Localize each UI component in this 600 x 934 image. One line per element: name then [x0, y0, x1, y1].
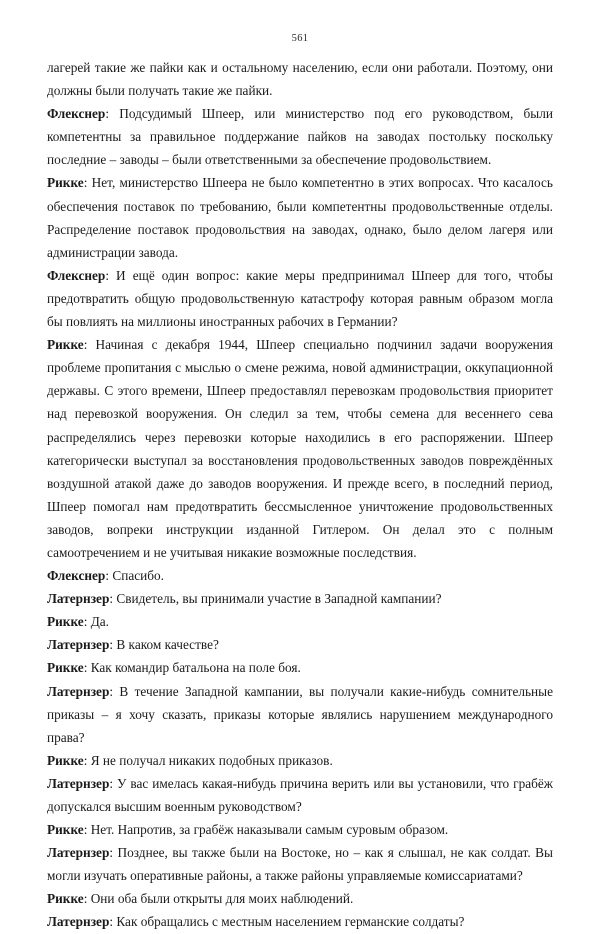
page-number: 561 [291, 33, 309, 44]
speech-text: : У вас имелась какая-нибудь причина верить или вы установили, что грабёж допускался высшим военным руководством? [47, 775, 553, 814]
speaker-name: Латернзер [47, 683, 110, 699]
transcript-paragraph-speech [47, 772, 553, 818]
speech-text: : Подсудимый Шпеер, или министерство под его руководством, были компетентны за правильное поддержание пайков на заводах постольку поскольку последние – заводы – были ответственными за обеспечение продовольствием. [47, 106, 553, 168]
speech-text: : Нет, министерство Шпеера не было компетентно в этих вопросах. Что касалось обеспечения поставок по требованию, были компетентны продовольственные отделы. Распределение поставок продовольствия на заводах, однако, было делом лагеря или администрации завода. [47, 175, 553, 260]
speaker-name: Флекснер [47, 106, 106, 122]
transcript-paragraph-speech [47, 633, 553, 656]
speech-text: : Спасибо. [105, 568, 164, 584]
speaker-name: Латернзер [47, 914, 110, 930]
transcript-paragraph-speech [47, 680, 553, 749]
speech-text: : Да. [83, 614, 110, 630]
speech-text: : В каком качестве? [109, 637, 219, 653]
transcript-paragraph-speech [47, 587, 553, 610]
speech-text: : Позднее, вы также были на Востоке, но – как я слышал, не как солдат. Вы могли изучать оперативные районы, а также районы управляемые комиссариатами? [47, 845, 553, 884]
transcript-paragraph-speech [47, 264, 553, 333]
speech-text: лагерей такие же пайки как и остальному населению, если они работали. Поэтому, они должны были получать такие же пайки. [47, 60, 553, 99]
speaker-name: Рикке [47, 175, 84, 191]
transcript-paragraph-continuation [47, 56, 553, 102]
transcript-paragraph-speech [47, 656, 553, 679]
speech-text: : Нет. Напротив, за грабёж наказывали самым суровым образом. [83, 822, 449, 838]
speaker-name: Флекснер [47, 267, 106, 283]
speech-text: : В течение Западной кампании, вы получали какие-нибудь сомнительные приказы – я хочу сказать, приказы которые являлись нарушением международного права? [47, 683, 553, 745]
transcript-paragraph-speech [47, 887, 553, 910]
speaker-name: Рикке [47, 891, 84, 907]
speaker-name: Рикке [47, 337, 84, 353]
speech-text: : Они оба были открыты для моих наблюдений. [83, 891, 354, 907]
speaker-name: Латернзер [47, 845, 110, 861]
transcript-paragraph-speech [47, 102, 553, 171]
speaker-name: Рикке [47, 660, 84, 676]
speaker-name: Рикке [47, 614, 84, 630]
transcript-paragraph-speech [47, 910, 553, 933]
speech-text: : Начиная с декабря 1944, Шпеер специально подчинил задачи вооружения проблеме пропитания с мыслью о смене режима, новой администрации, оккупационной державы. С этого времени, Шпеер предоставлял перевозкам продовольствия приоритет над перевозкой вооружения. Он следил за тем, чтобы семена для весеннего сева распределялись через перевозки которые находились в его распоряжении. Шпеер категорически выступал за восстановления продовольственных заводов повреждённых воздушной атакой даже до заводов вооружения. И прежде всего, в последний период, Шпеер помогал нам предотвратить бессмысленное уничтожение продовольственных заводов, вопреки инструкции изданной Гитлером. Он делал это с полным самоотречением и не учитывая никакие возможные последствия. [47, 337, 553, 560]
transcript-paragraph-speech [47, 333, 553, 564]
speaker-name: Латернзер [47, 591, 110, 607]
transcript-paragraph-speech [47, 171, 553, 263]
speech-text: : Я не получал никаких подобных приказов. [83, 752, 333, 768]
speech-text: : Как командир батальона на поле боя. [83, 660, 301, 676]
speech-text: : Свидетель, вы принимали участие в Западной кампании? [109, 591, 442, 607]
transcript-paragraph-speech [47, 841, 553, 887]
speaker-name: Рикке [47, 822, 84, 838]
transcript-paragraph-speech [47, 564, 553, 587]
speech-text: : И ещё один вопрос: какие меры предпринимал Шпеер для того, чтобы предотвратить общую продовольственную катастрофу которая равным образом могла бы повлиять на миллионы иностранных рабочих в Германии? [47, 267, 553, 330]
transcript-paragraph-speech [47, 749, 553, 772]
transcript-paragraph-speech [47, 818, 553, 841]
speaker-name: Латернзер [47, 637, 110, 653]
transcript-paragraph-speech [47, 610, 553, 633]
speaker-name: Рикке [47, 752, 84, 768]
transcript-body [47, 56, 553, 934]
speech-text: : Как обращались с местным населением германские солдаты? [109, 914, 465, 930]
speaker-name: Латернзер [47, 775, 110, 791]
speaker-name: Флекснер [47, 568, 106, 584]
